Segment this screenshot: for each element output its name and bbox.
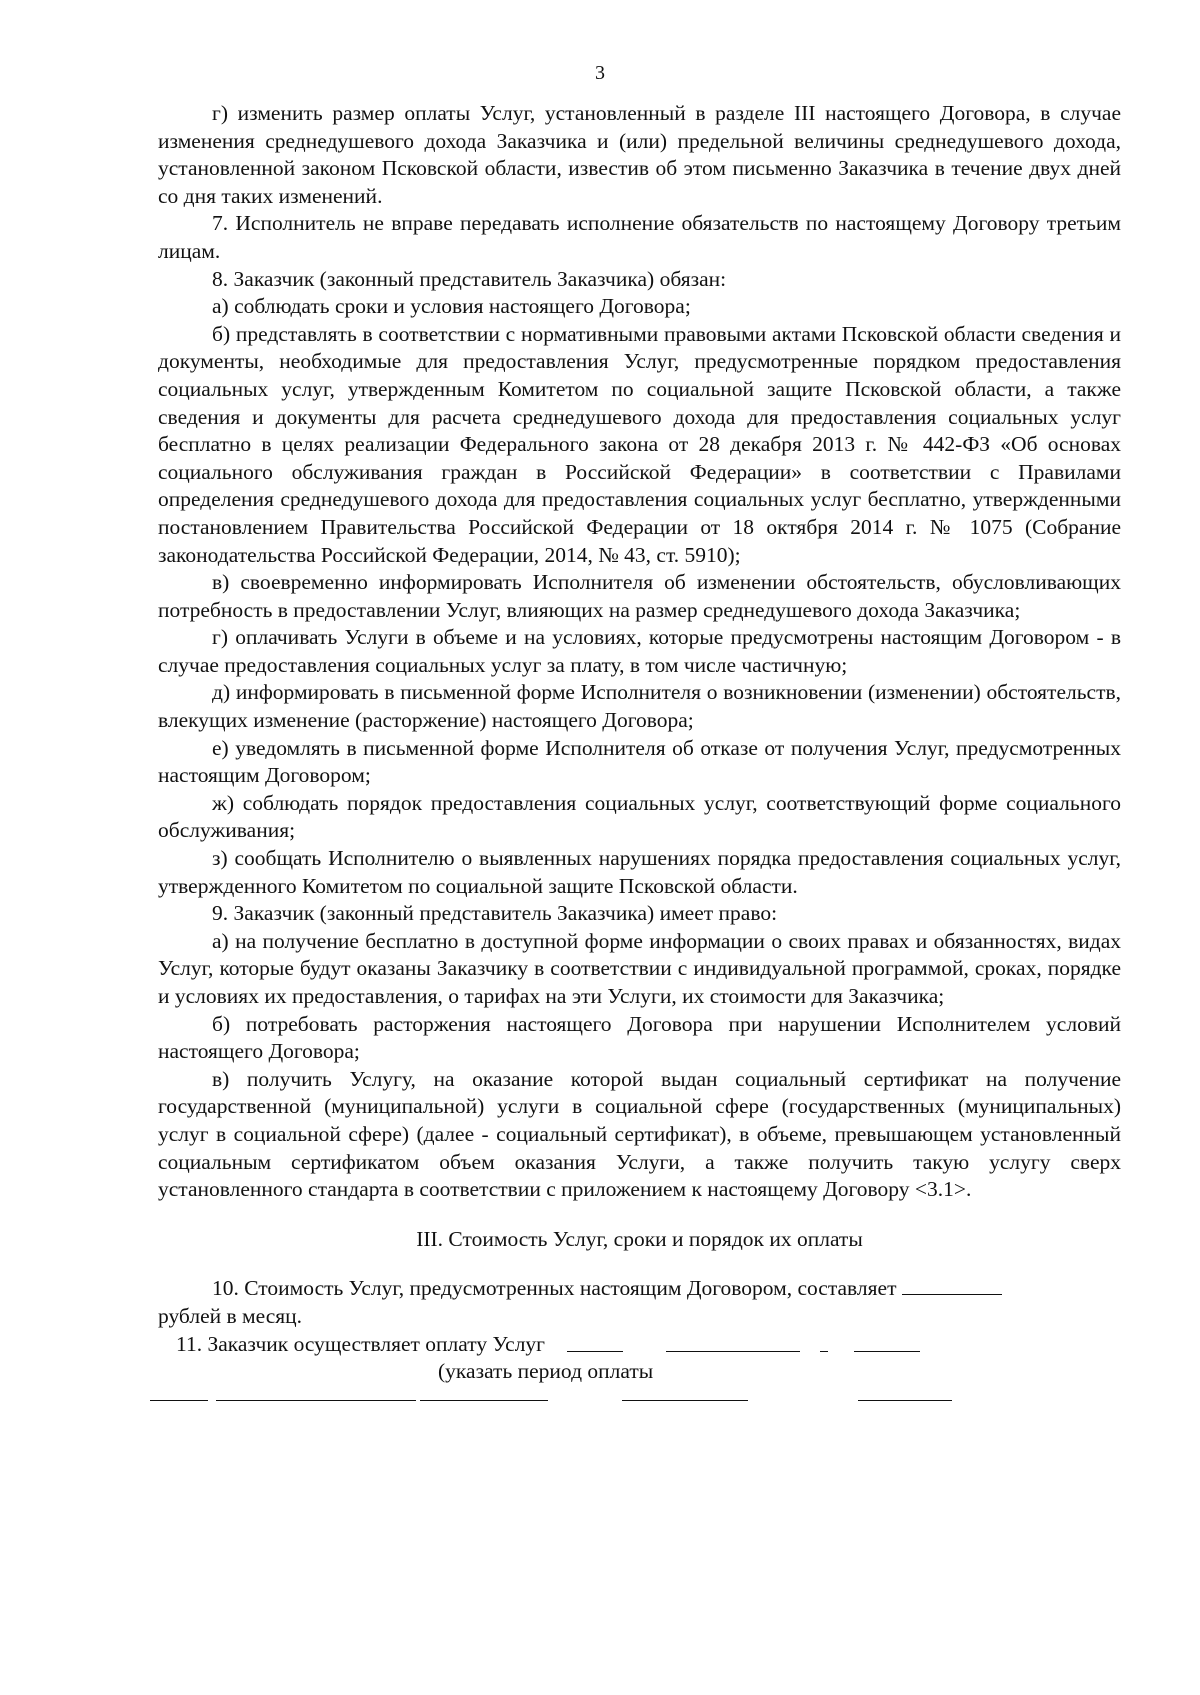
paragraph-8d: д) информировать в письменной форме Исполнителя о возникновении (изменении) обстоятельств, влекущих изменение (расторжение) настоящего Договора; bbox=[158, 680, 1121, 733]
paragraph-8e: е) уведомлять в письменной форме Исполнителя об отказе от получения Услуг, предусмотренных настоящим Договором; bbox=[158, 735, 1121, 788]
section-heading: III. Стоимость Услуг, сроки и порядок их оплаты bbox=[416, 1226, 863, 1251]
bottom-blank-5 bbox=[858, 1400, 952, 1401]
paragraph-9a: а) на получение бесплатно в доступной форме информации о своих правах и обязанностях, видах Услуг, которые будут оказаны Заказчику в соответствии с индивидуальной программой, сроках, порядке и условиях их предоставления, о тарифах на эти Услуги, их стоимости для Заказчика; bbox=[158, 928, 1121, 1008]
period-blank-1 bbox=[567, 1351, 623, 1352]
item10-text: 10. Стоимость Услуг, предусмотренных настоящим Договором, составляет bbox=[212, 1276, 897, 1301]
payment-period-hint-row bbox=[158, 1358, 1121, 1386]
bottom-blank-4 bbox=[622, 1400, 748, 1401]
bottom-blank-2 bbox=[216, 1400, 416, 1401]
paragraph-g-change-payment: г) изменить размер оплаты Услуг, установленный в разделе III настоящего Договора, в случае изменения среднедушевого дохода Заказчика и (или) предельной величины среднедушевого дохода, установленной законом Псковской области, известив об этом письменно Заказчика в течение двух дней со дня таких изменений. bbox=[158, 101, 1121, 208]
paragraph-8v: в) своевременно информировать Исполнителя об изменении обстоятельств, обусловливающих потребность в предоставлении Услуг, влияющих на размер среднедушевого дохода Заказчика; bbox=[158, 570, 1121, 622]
paragraph-9b: б) потребовать расторжения настоящего Договора при нарушении Исполнителем условий настоящего Договора; bbox=[158, 1011, 1121, 1064]
paragraph-11 bbox=[158, 1331, 1121, 1359]
page-number: 3 bbox=[595, 62, 605, 84]
paragraph-8a: а) соблюдать сроки и условия настоящего Договора; bbox=[212, 294, 691, 319]
item11-hint: (указать период оплаты bbox=[438, 1359, 654, 1384]
document-body bbox=[158, 100, 1121, 1413]
paragraph-9-heading: 9. Заказчик (законный представитель Заказчика) имеет право: bbox=[212, 901, 778, 926]
period-blank-2 bbox=[666, 1351, 800, 1352]
paragraph-9v: в) получить Услугу, на оказание которой выдан социальный сертификат на получение государственной (муниципальной) услуги в социальной сфере (государственных (муниципальных) услуг в социальной сфере) (далее - социальный сертификат), в объеме, превышающем установленный социальным сертификатом объем оказания Услуги, а также получить такую услугу сверх установленного стандарта в соответствии с приложением к настоящему Договору <3.1>. bbox=[158, 1066, 1121, 1202]
paragraph-10-tail: рублей в месяц. bbox=[158, 1303, 303, 1328]
bottom-blank-row bbox=[158, 1386, 1121, 1414]
paragraph-8z: з) сообщать Исполнителю о выявленных нарушениях порядка предоставления социальных услуг, утвержденного Комитетом по социальной защите Псковской области. bbox=[158, 846, 1121, 898]
item11-text: 11. Заказчик осуществляет оплату Услуг bbox=[176, 1331, 545, 1356]
paragraph-8-heading: 8. Заказчик (законный представитель Заказчика) обязан: bbox=[212, 266, 727, 291]
paragraph-10 bbox=[158, 1275, 1121, 1303]
paragraph-7: 7. Исполнитель не вправе передавать исполнение обязательств по настоящему Договору третьим лицам. bbox=[158, 211, 1121, 263]
bottom-blank-1 bbox=[150, 1400, 208, 1401]
period-blank-3 bbox=[820, 1351, 828, 1352]
cost-blank-line bbox=[902, 1276, 1002, 1295]
paragraph-8b: б) представлять в соответствии с нормативными правовыми актами Псковской области сведения и документы, необходимые для предоставления Услуг, предусмотренные порядком предоставления социальных услуг, утвержденным Комитетом по социальной защите Псковской области, а также сведения и документы для расчета среднедушевого дохода для предоставления социальных услуг бесплатно в целях реализации Федерального закона от 28 декабря 2013 г. № 442-ФЗ «Об основах социального обслуживания граждан в Российской Федерации» в соответствии с Правилами определения среднедушевого дохода для предоставления социальных услуг бесплатно, утвержденными постановлением Правительства Российской Федерации от 18 октября 2014 г. № 1075 (Собрание законодательства Российской Федерации, 2014, № 43, ст. 5910); bbox=[158, 321, 1121, 567]
period-blank-4 bbox=[854, 1351, 920, 1352]
paragraph-8g: г) оплачивать Услуги в объеме и на условиях, которые предусмотрены настоящим Договором - в случае предоставления социальных услуг за плату, в том числе частичную; bbox=[158, 625, 1121, 677]
bottom-blank-3 bbox=[420, 1400, 548, 1401]
paragraph-8zh: ж) соблюдать порядок предоставления социальных услуг, соответствующий форме социального обслуживания; bbox=[158, 790, 1121, 843]
